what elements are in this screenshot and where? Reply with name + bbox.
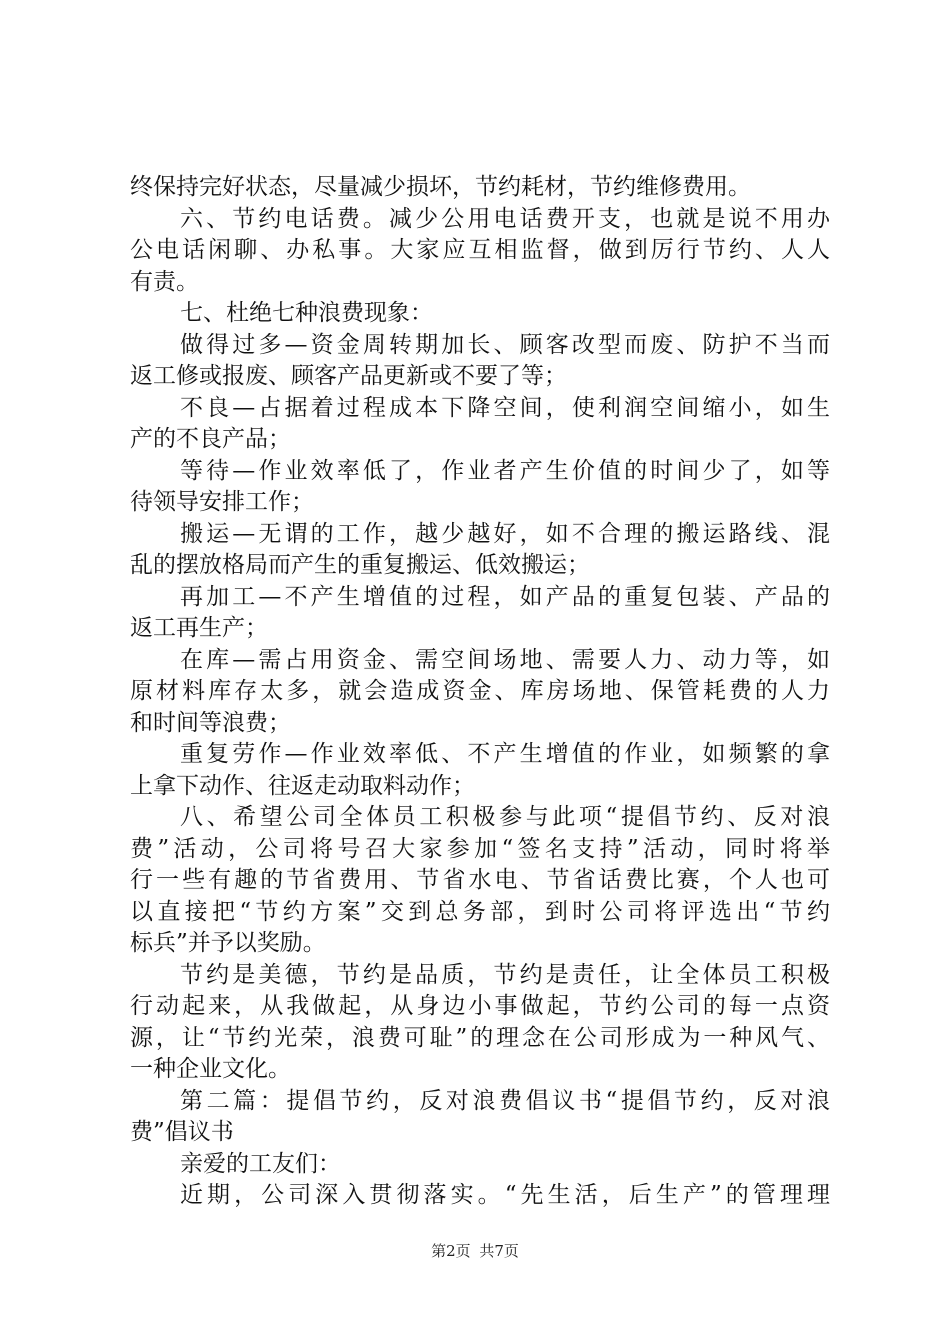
page-total: 共7页 <box>479 1242 519 1260</box>
text-line: 乱的摆放格局而产生的重复搬运、低效搬运； <box>130 552 590 578</box>
text-line: 原材料库存太多，就会造成资金、库房场地、保管耗费的人力 <box>130 678 830 704</box>
text-line: 终保持完好状态，尽量减少损坏，节约耗材，节约维修费用。 <box>130 174 751 200</box>
text-line: 节约是美德，节约是品质，节约是责任，让全体员工积极 <box>180 961 830 988</box>
text-line: 和时间等浪费； <box>130 709 291 736</box>
text-line: 行动起来，从我做起，从身边小事做起，节约公司的每一点资 <box>130 993 830 1019</box>
page-footer <box>0 1241 950 1261</box>
document-body <box>130 172 830 1212</box>
text-line: 费”倡议书 <box>130 1119 234 1145</box>
text-line: 公电话闲聊、办私事。大家应互相监督，做到厉行节约、人人 <box>130 237 830 263</box>
text-line: 返工再生产； <box>130 615 268 641</box>
text-line: 待领导安排工作； <box>130 489 314 515</box>
text-line: 行一些有趣的节省费用、节省水电、节省话费比赛，个人也可 <box>130 867 830 893</box>
text-line: 六、节约电话费。减少公用电话费开支，也就是说不用办 <box>180 205 830 232</box>
text-line: 费”活动，公司将号召大家参加“签名支持”活动，同时将举 <box>130 835 830 862</box>
text-line: 在库—需占用资金、需空间场地、需要人力、动力等，如 <box>180 646 830 673</box>
text-line: 八、希望公司全体员工积极参与此项“提倡节约、反对浪 <box>180 804 830 830</box>
text-line: 以直接把“节约方案”交到总务部，到时公司将评选出“节约 <box>130 898 830 925</box>
text-line: 等待—作业效率低了，作业者产生价值的时间少了，如等 <box>180 457 830 484</box>
text-line: 做得过多—资金周转期加长、顾客改型而废、防护不当而 <box>180 331 830 358</box>
text-line: 搬运—无谓的工作，越少越好，如不合理的搬运路线、混 <box>180 520 830 547</box>
text-line: 再加工—不产生增值的过程，如产品的重复包装、产品的 <box>180 583 830 610</box>
text-line: 源，让“节约光荣，浪费可耻”的理念在公司形成为一种风气、 <box>130 1024 830 1051</box>
text-line: 不良—占据着过程成本下降空间，使利润空间缩小，如生 <box>180 394 830 421</box>
text-line: 产的不良产品； <box>130 426 291 452</box>
text-line: 返工修或报废、顾客产品更新或不要了等； <box>130 363 567 389</box>
text-line: 重复劳作—作业效率低、不产生增值的作业，如频繁的拿 <box>180 741 830 767</box>
text-line: 第二篇：提倡节约，反对浪费倡议书“提倡节约，反对浪 <box>180 1087 830 1114</box>
text-line: 七、杜绝七种浪费现象： <box>180 300 433 326</box>
text-line: 近期，公司深入贯彻落实。“先生活，后生产”的管理理 <box>180 1182 830 1208</box>
text-line: 一种企业文化。 <box>130 1056 291 1082</box>
text-line: 亲爱的工友们： <box>180 1150 341 1177</box>
page-number: 第2页 <box>431 1242 471 1260</box>
text-line: 标兵”并予以奖励。 <box>130 930 326 956</box>
text-line: 上拿下动作、往返走动取料动作； <box>130 772 475 799</box>
text-line: 有责。 <box>130 268 199 295</box>
